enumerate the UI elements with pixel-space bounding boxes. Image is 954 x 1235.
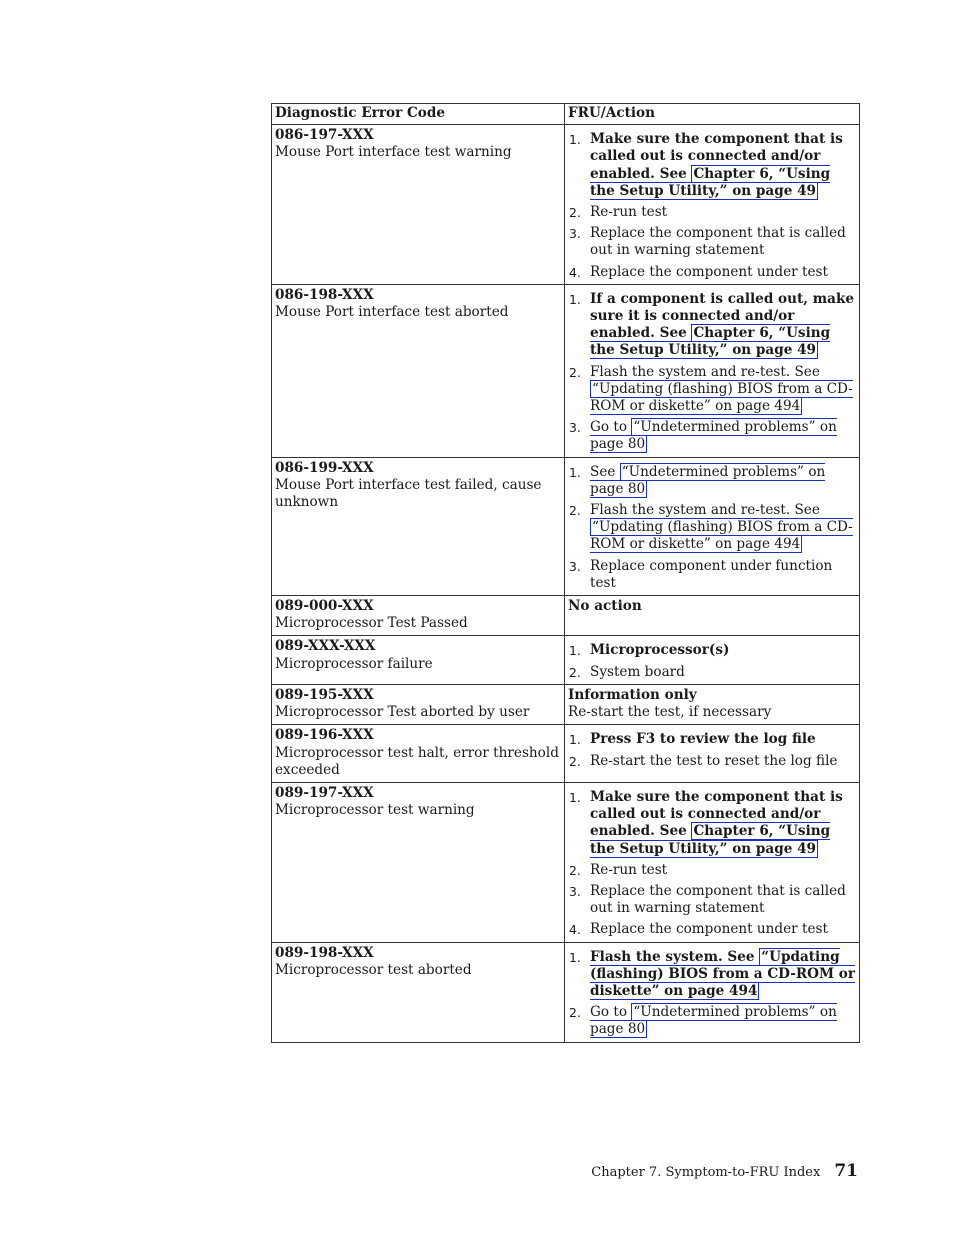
error-code-cell	[272, 596, 565, 636]
header-code: Diagnostic Error Code	[272, 104, 565, 125]
action-step	[568, 642, 855, 659]
action-step	[568, 731, 855, 748]
action-paragraph	[568, 687, 855, 704]
step-text: Make sure the component that is called out is connected and/or enabled. See	[590, 788, 843, 840]
step-text: Make sure the component that is called out is connected and/or enabled. See	[590, 131, 843, 182]
cross-reference-link[interactable]: “Updating (flashing) BIOS from a CD-ROM or diskette” on page 494	[590, 519, 853, 553]
cross-reference-link[interactable]: “Updating (flashing) BIOS from a CD-ROM or diskette” on page 494	[590, 948, 855, 999]
step-text: Go to	[590, 419, 632, 436]
fru-action-cell	[565, 782, 860, 942]
error-description: Microprocessor Test aborted by user	[275, 704, 530, 721]
error-code-cell	[272, 725, 565, 783]
cross-reference-link[interactable]: “Undetermined problems” on page 80	[590, 1004, 837, 1038]
cross-reference-link[interactable]: “Undetermined problems” on page 80	[590, 463, 826, 497]
action-step	[568, 558, 855, 592]
step-number: 2.	[569, 664, 581, 680]
step-number: 3.	[569, 226, 581, 242]
cross-reference-link[interactable]: Chapter 6, “Using the Setup Utility,” on page 49	[590, 165, 831, 199]
step-text: Replace the component under test	[590, 263, 828, 280]
step-text: Replace the component that is called out in warning statement	[590, 225, 846, 259]
step-number: 4.	[569, 922, 581, 938]
error-code: 089-195-XXX	[275, 686, 374, 703]
error-description: Microprocessor test halt, error threshold exceeded	[275, 744, 559, 778]
error-code: 089-XXX-XXX	[275, 638, 376, 655]
action-step	[568, 1004, 855, 1038]
step-text: Flash the system and re-test. See	[590, 363, 820, 380]
action-step	[568, 753, 855, 770]
table-row	[272, 457, 860, 595]
action-step	[568, 502, 855, 554]
action-step	[568, 883, 855, 917]
action-step	[568, 789, 855, 858]
step-number: 1.	[569, 643, 581, 659]
error-code-cell	[272, 636, 565, 684]
step-text: If a component is called out, make sure it is connected and/or enabled. See	[590, 290, 855, 342]
error-code: 089-000-XXX	[275, 598, 374, 615]
fru-action-cell	[565, 284, 860, 457]
fru-action-cell	[565, 725, 860, 783]
action-step	[568, 949, 855, 1001]
fru-action-cell	[565, 125, 860, 285]
fru-action-cell	[565, 457, 860, 595]
action-step	[568, 291, 855, 360]
error-description: Mouse Port interface test failed, cause unknown	[275, 476, 542, 511]
action-steps	[568, 291, 855, 454]
action-steps	[568, 949, 855, 1039]
header-action: FRU/Action	[565, 104, 860, 125]
step-text: Replace component under function test	[590, 557, 833, 591]
error-code: 086-199-XXX	[275, 459, 374, 476]
action-steps	[568, 731, 855, 769]
fru-action-cell	[565, 636, 860, 684]
error-description: Mouse Port interface test warning	[275, 144, 512, 161]
step-text: Re-run test	[590, 861, 668, 878]
step-text: Re-start the test to reset the log file	[590, 752, 838, 769]
footer-chapter: Chapter 7. Symptom-to-FRU Index	[591, 1165, 821, 1180]
step-number: 3.	[569, 558, 581, 574]
table-row	[272, 596, 860, 636]
action-step	[568, 204, 855, 221]
step-number: 2.	[569, 364, 581, 380]
step-number: 3.	[569, 883, 581, 899]
error-code-cell	[272, 782, 565, 942]
action-step	[568, 131, 855, 200]
action-step	[568, 419, 855, 453]
page-footer	[591, 1161, 858, 1181]
step-text: Press F3 to review the log file	[590, 731, 816, 748]
step-text: Re-start the test, if necessary	[568, 704, 772, 721]
step-number: 1.	[569, 789, 581, 805]
error-code: 086-197-XXX	[275, 127, 374, 144]
action-step	[568, 464, 855, 498]
step-number: 4.	[569, 264, 581, 280]
table-row	[272, 125, 860, 285]
step-number: 1.	[569, 949, 581, 965]
error-description: Microprocessor test aborted	[275, 961, 472, 978]
table-body	[272, 125, 860, 1042]
action-step	[568, 862, 855, 879]
page-number: 71	[834, 1161, 858, 1181]
error-description: Mouse Port interface test aborted	[275, 304, 509, 321]
action-step	[568, 921, 855, 938]
step-number: 2.	[569, 1005, 581, 1021]
table-row	[272, 725, 860, 783]
table-row	[272, 284, 860, 457]
step-text: System board	[590, 663, 685, 680]
step-text: See	[590, 463, 620, 480]
error-code-cell	[272, 684, 565, 724]
action-paragraph	[568, 704, 855, 721]
error-description: Microprocessor failure	[275, 655, 433, 672]
cross-reference-link[interactable]: “Undetermined problems” on page 80	[590, 419, 837, 453]
step-number: 1.	[569, 132, 581, 148]
action-steps	[568, 642, 855, 680]
step-text: Flash the system and re-test. See	[590, 502, 820, 519]
action-steps	[568, 789, 855, 939]
table-row	[272, 782, 860, 942]
error-description: Microprocessor Test Passed	[275, 615, 468, 632]
cross-reference-link[interactable]: Chapter 6, “Using the Setup Utility,” on page 49	[590, 325, 831, 359]
diagnostic-table	[271, 103, 860, 1043]
step-text: Re-run test	[590, 204, 668, 221]
action-steps	[568, 464, 855, 592]
step-number: 1.	[569, 291, 581, 307]
fru-action-cell	[565, 684, 860, 724]
error-code-cell	[272, 457, 565, 595]
step-number: 3.	[569, 420, 581, 436]
table-row	[272, 684, 860, 724]
error-description: Microprocessor test warning	[275, 802, 475, 819]
error-code: 089-198-XXX	[275, 944, 374, 961]
table-row	[272, 636, 860, 684]
fru-action-cell	[565, 596, 860, 636]
error-code-cell	[272, 284, 565, 457]
step-number: 2.	[569, 862, 581, 878]
step-text: Go to	[590, 1004, 632, 1021]
error-code: 086-198-XXX	[275, 286, 374, 303]
cross-reference-link[interactable]: “Updating (flashing) BIOS from a CD-ROM or diskette” on page 494	[590, 380, 853, 415]
action-paragraph	[568, 598, 855, 615]
cross-reference-link[interactable]: Chapter 6, “Using the Setup Utility,” on page 49	[590, 823, 831, 857]
error-code-cell	[272, 942, 565, 1042]
action-step	[568, 664, 855, 681]
step-number: 1.	[569, 732, 581, 748]
action-step	[568, 364, 855, 416]
action-step	[568, 264, 855, 281]
step-number: 1.	[569, 464, 581, 480]
action-step	[568, 225, 855, 259]
error-code-cell	[272, 125, 565, 285]
error-code: 089-197-XXX	[275, 784, 374, 801]
step-text: Information only	[568, 686, 697, 703]
table-row	[272, 942, 860, 1042]
step-number: 2.	[569, 205, 581, 221]
step-text: Flash the system. See	[590, 948, 760, 965]
step-text: No action	[568, 598, 642, 615]
action-steps	[568, 131, 855, 281]
step-text: Microprocessor(s)	[590, 642, 730, 659]
step-text: Replace the component under test	[590, 921, 828, 938]
step-number: 2.	[569, 753, 581, 769]
table-header-row	[272, 104, 860, 125]
fru-action-cell	[565, 942, 860, 1042]
step-number: 2.	[569, 503, 581, 519]
error-code: 089-196-XXX	[275, 727, 374, 744]
step-text: Replace the component that is called out in warning statement	[590, 882, 846, 917]
